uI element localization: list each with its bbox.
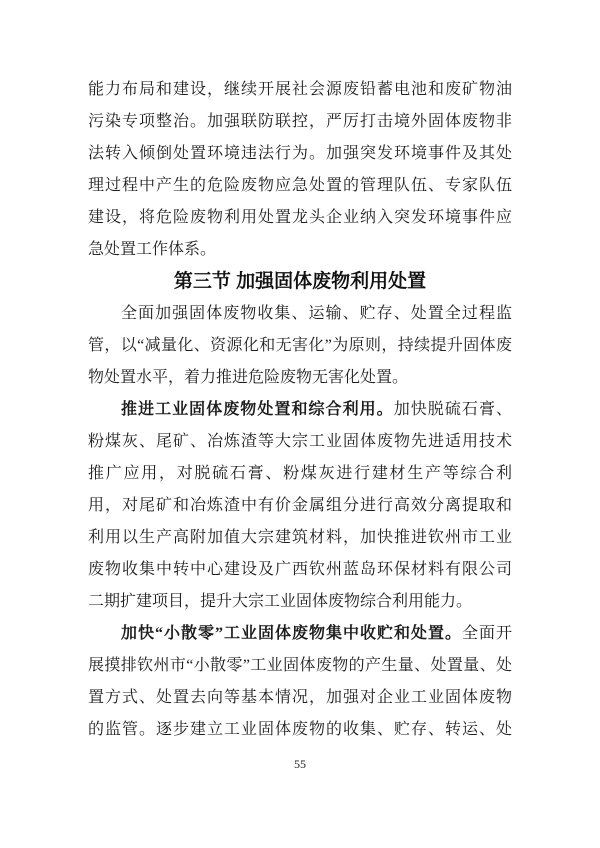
text-line [88,170,512,202]
body-text: 加快脱硫石膏、 [393,401,512,418]
body-text: 废物收集中转中心建设及广西钦州蓝岛环保材料有限公司 [88,561,512,578]
body-text: 管，以“减量化、资源化和无害化”为原则，持续提升固体废 [88,337,512,354]
body-text: 污染专项整治。加强联防联控，严厉打击境外固体废物非 [88,113,512,130]
body-text: 置方式、处置去向等基本情况，加强对企业工业固体废物 [88,689,512,706]
text-line [88,714,512,746]
text-line [88,458,512,490]
text-line [88,618,512,650]
text-line [88,650,512,682]
body-text: 全面开 [461,625,512,642]
text-line [88,426,512,458]
page-number: 55 [294,757,306,771]
body-text: 理过程中产生的危险废物应急处置的管理队伍、专家队伍 [88,177,512,194]
body-text: 的监管。逐步建立工业固体废物的收集、贮存、转运、处 [88,721,512,738]
text-line [88,522,512,554]
text-line [88,554,512,586]
section-heading: 第三节 加强固体废物利用处置 [173,271,427,292]
text-line [88,202,512,234]
bold-lead-text: 加快“小散零”工业固体废物集中收贮和处置。 [121,625,462,642]
text-line [88,682,512,714]
body-text: 展摸排钦州市“小散零”工业固体废物的产生量、处置量、处 [88,657,512,674]
body-text: 二期扩建项目，提升大宗工业固体废物综合利用能力。 [88,593,473,610]
text-line [88,74,512,106]
text-line [88,586,512,618]
body-text: 用，对尾矿和冶炼渣中有价金属组分进行高效分离提取和 [88,497,512,514]
document-body [88,74,512,746]
body-text: 急处置工作体系。 [88,241,217,258]
text-line [88,106,512,138]
text-line [88,490,512,522]
bold-lead-text: 推进工业固体废物处置和综合利用。 [121,401,394,418]
body-text: 法转入倾倒处置环境违法行为。加强突发环境事件及其处 [88,145,512,162]
text-line [88,138,512,170]
body-text: 建设，将危险废物利用处置龙头企业纳入突发环境事件应 [88,209,512,226]
body-text: 推广应用，对脱硫石膏、粉煤灰进行建材生产等综合利 [88,465,512,482]
text-line [88,362,512,394]
text-line [88,394,512,426]
body-text: 利用以生产高附加值大宗建筑材料，加快推进钦州市工业 [88,529,512,546]
body-text: 粉煤灰、尾矿、冶炼渣等大宗工业固体废物先进适用技术 [88,433,512,450]
text-line [88,234,512,266]
text-line [88,298,512,330]
body-text: 能力布局和建设，继续开展社会源废铅蓄电池和废矿物油 [88,81,512,98]
text-line [88,330,512,362]
body-text: 全面加强固体废物收集、运输、贮存、处置全过程监 [121,305,512,322]
body-text: 物处置水平，着力推进危险废物无害化处置。 [88,369,409,386]
